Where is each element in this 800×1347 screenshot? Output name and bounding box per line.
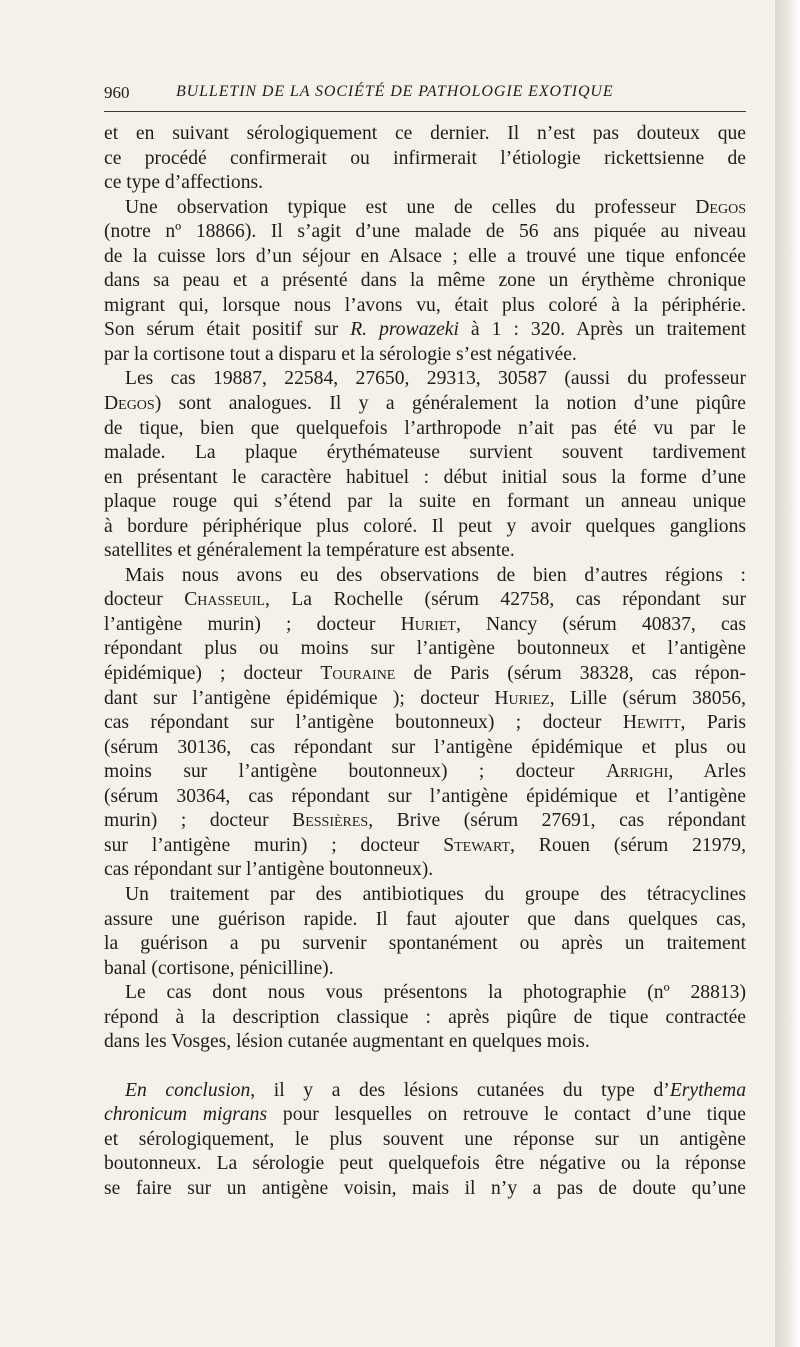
text-line: et sérologiquement, le plus souvent une réponse sur un antigène xyxy=(104,1128,746,1150)
text-line xyxy=(104,392,746,417)
small-caps-name: Bessières xyxy=(292,810,369,832)
italic-text: En conclusion xyxy=(125,1079,251,1101)
text-line: répondant plus ou moins sur l’antigène boutonneux et l’antigène xyxy=(104,638,746,660)
text-run: , Arles xyxy=(668,761,746,783)
text-line: de la cuisse lors d’un séjour en Alsace ; elle a trouvé une tique enfoncée xyxy=(104,245,746,267)
text-line: boutonneux. La sérologie peut quelquefois être négative ou la réponse xyxy=(104,1153,746,1175)
text-line xyxy=(104,613,746,638)
text-run: à 1 : 320. Après un traitement xyxy=(458,319,746,341)
text-line xyxy=(104,588,746,613)
small-caps-name: Degos xyxy=(695,196,746,218)
text-run: moins sur l’antigène boutonneux) ; docteur xyxy=(104,761,606,783)
text-run: Une observation typique est une de celles du professeur xyxy=(125,196,696,218)
text-line: (sérum 30136, cas répondant sur l’antigène épidémique et plus ou xyxy=(104,736,746,758)
text-run: cas répondant sur l’antigène boutonneux) ; docteur xyxy=(104,712,623,734)
text-line: par la cortisone tout a disparu et la sérologie s’est négativée. xyxy=(104,343,577,365)
text-run: , Nancy (sérum 40837, cas xyxy=(455,613,746,635)
text-line: Les cas 19887, 22584, 27650, 29313, 30587 (aussi du professeur xyxy=(125,368,746,390)
text-line xyxy=(104,662,746,687)
header-rule xyxy=(104,111,746,112)
text-run: de Paris (sérum 38328, cas répon- xyxy=(395,663,746,685)
small-caps-name: Hewitt xyxy=(622,712,681,734)
text-line: (notre nº 18866). Il s’agit d’une malade de 56 ans piquée au niveau xyxy=(104,221,746,243)
italic-text: R. prowazeki xyxy=(350,319,459,341)
text-line: ce procédé confirmerait ou infirmerait l’étiologie rickettsienne de xyxy=(104,147,746,169)
text-run: dant sur l’antigène épidémique ); docteur xyxy=(104,687,495,709)
text-line: cas répondant sur l’antigène boutonneux). xyxy=(104,859,434,881)
text-line: ce type d’affections. xyxy=(104,172,264,194)
small-caps-name: Touraine xyxy=(320,663,396,685)
small-caps-name: Huriet xyxy=(400,613,456,635)
text-run: murin) ; docteur xyxy=(104,810,293,832)
paragraph-gap xyxy=(104,1055,746,1079)
text-line: en présentant le caractère habituel : début initial sous la forme d’une xyxy=(104,466,746,488)
text-line: migrant qui, lorsque nous l’avons vu, était plus coloré à la périphérie. xyxy=(104,294,746,316)
text-line xyxy=(104,1079,746,1104)
text-line: à bordure périphérique plus coloré. Il peut y avoir quelques ganglions xyxy=(104,515,746,537)
text-line xyxy=(104,318,746,343)
small-caps-name: Arrighi xyxy=(605,761,669,783)
text-run: Son sérum était positif sur xyxy=(104,319,351,341)
text-line xyxy=(104,809,746,834)
text-line: et en suivant sérologiquement ce dernier. Il n’est pas douteux que xyxy=(104,123,746,144)
text-run: , Brive (sérum 27691, cas répondant xyxy=(368,810,746,832)
text-run: épidémique) ; docteur xyxy=(104,663,321,685)
text-line: plaque rouge qui s’étend par la suite en formant un anneau unique xyxy=(104,491,746,513)
small-caps-name: Chasseuil xyxy=(184,589,265,611)
text-line: satellites et généralement la température est absente. xyxy=(104,540,515,562)
text-line: dans sa peau et a présenté dans la même zone un érythème chronique xyxy=(104,270,746,292)
text-line: banal (cortisone, pénicilline). xyxy=(104,957,334,979)
text-run: l’antigène murin) ; docteur xyxy=(104,613,401,635)
running-header xyxy=(104,80,746,108)
text-line xyxy=(104,687,746,712)
body-text xyxy=(104,122,746,1202)
text-line: répond à la description classique : après piqûre de tique contractée xyxy=(104,1006,746,1028)
text-line: dans les Vosges, lésion cutanée augmentant en quelques mois. xyxy=(104,1031,590,1053)
text-line: la guérison a pu survenir spontanément ou après un traitement xyxy=(104,933,746,955)
text-run: , Lille (sérum 38056, xyxy=(549,687,746,709)
journal-title: BULLETIN DE LA SOCIÉTÉ DE PATHOLOGIE EXOTIQUE xyxy=(176,83,614,100)
text-line xyxy=(104,760,746,785)
text-line xyxy=(104,834,746,859)
text-line: Un traitement par des antibiotiques du groupe des tétracyclines xyxy=(125,883,746,905)
text-line: Le cas dont nous vous présentons la photographie (nº 28813) xyxy=(125,982,746,1004)
text-line: Mais nous avons eu des observations de bien d’autres régions : xyxy=(125,564,746,586)
page-number: 960 xyxy=(104,83,130,102)
text-line: se faire sur un antigène voisin, mais il n’y a pas de doute qu’une xyxy=(104,1177,746,1199)
text-run: , Rouen (sérum 21979, xyxy=(510,834,746,856)
italic-text: Erythema xyxy=(669,1079,746,1101)
text-line xyxy=(104,1103,746,1128)
text-run: , il y a des lésions cutanées du type d’ xyxy=(250,1079,670,1101)
text-line xyxy=(104,196,746,221)
text-run: pour lesquelles on retrouve le contact d’une tique xyxy=(267,1104,746,1126)
text-run: docteur xyxy=(104,589,185,611)
text-line: (sérum 30364, cas répondant sur l’antigène épidémique et l’antigène xyxy=(104,785,746,807)
text-line: assure une guérison rapide. Il faut ajouter que dans quelques cas, xyxy=(104,908,746,930)
text-line xyxy=(104,711,746,736)
italic-text: chronicum migrans xyxy=(104,1104,268,1126)
text-run: , La Rochelle (sérum 42758, cas répondant sur xyxy=(264,589,746,611)
text-run: , Paris xyxy=(680,712,747,734)
text-line: de tique, bien que quelquefois l’arthropode n’ait pas été vu par le xyxy=(104,417,746,439)
small-caps-name: Degos xyxy=(104,393,155,415)
text-run: ) sont analogues. Il y a généralement la notion d’une piqûre xyxy=(154,393,746,415)
text-run: sur l’antigène murin) ; docteur xyxy=(104,834,444,856)
small-caps-name: Huriez xyxy=(494,687,550,709)
small-caps-name: Stewart xyxy=(443,834,511,856)
page-edge xyxy=(775,0,800,1347)
text-line: malade. La plaque érythémateuse survient souvent tardivement xyxy=(104,442,746,464)
